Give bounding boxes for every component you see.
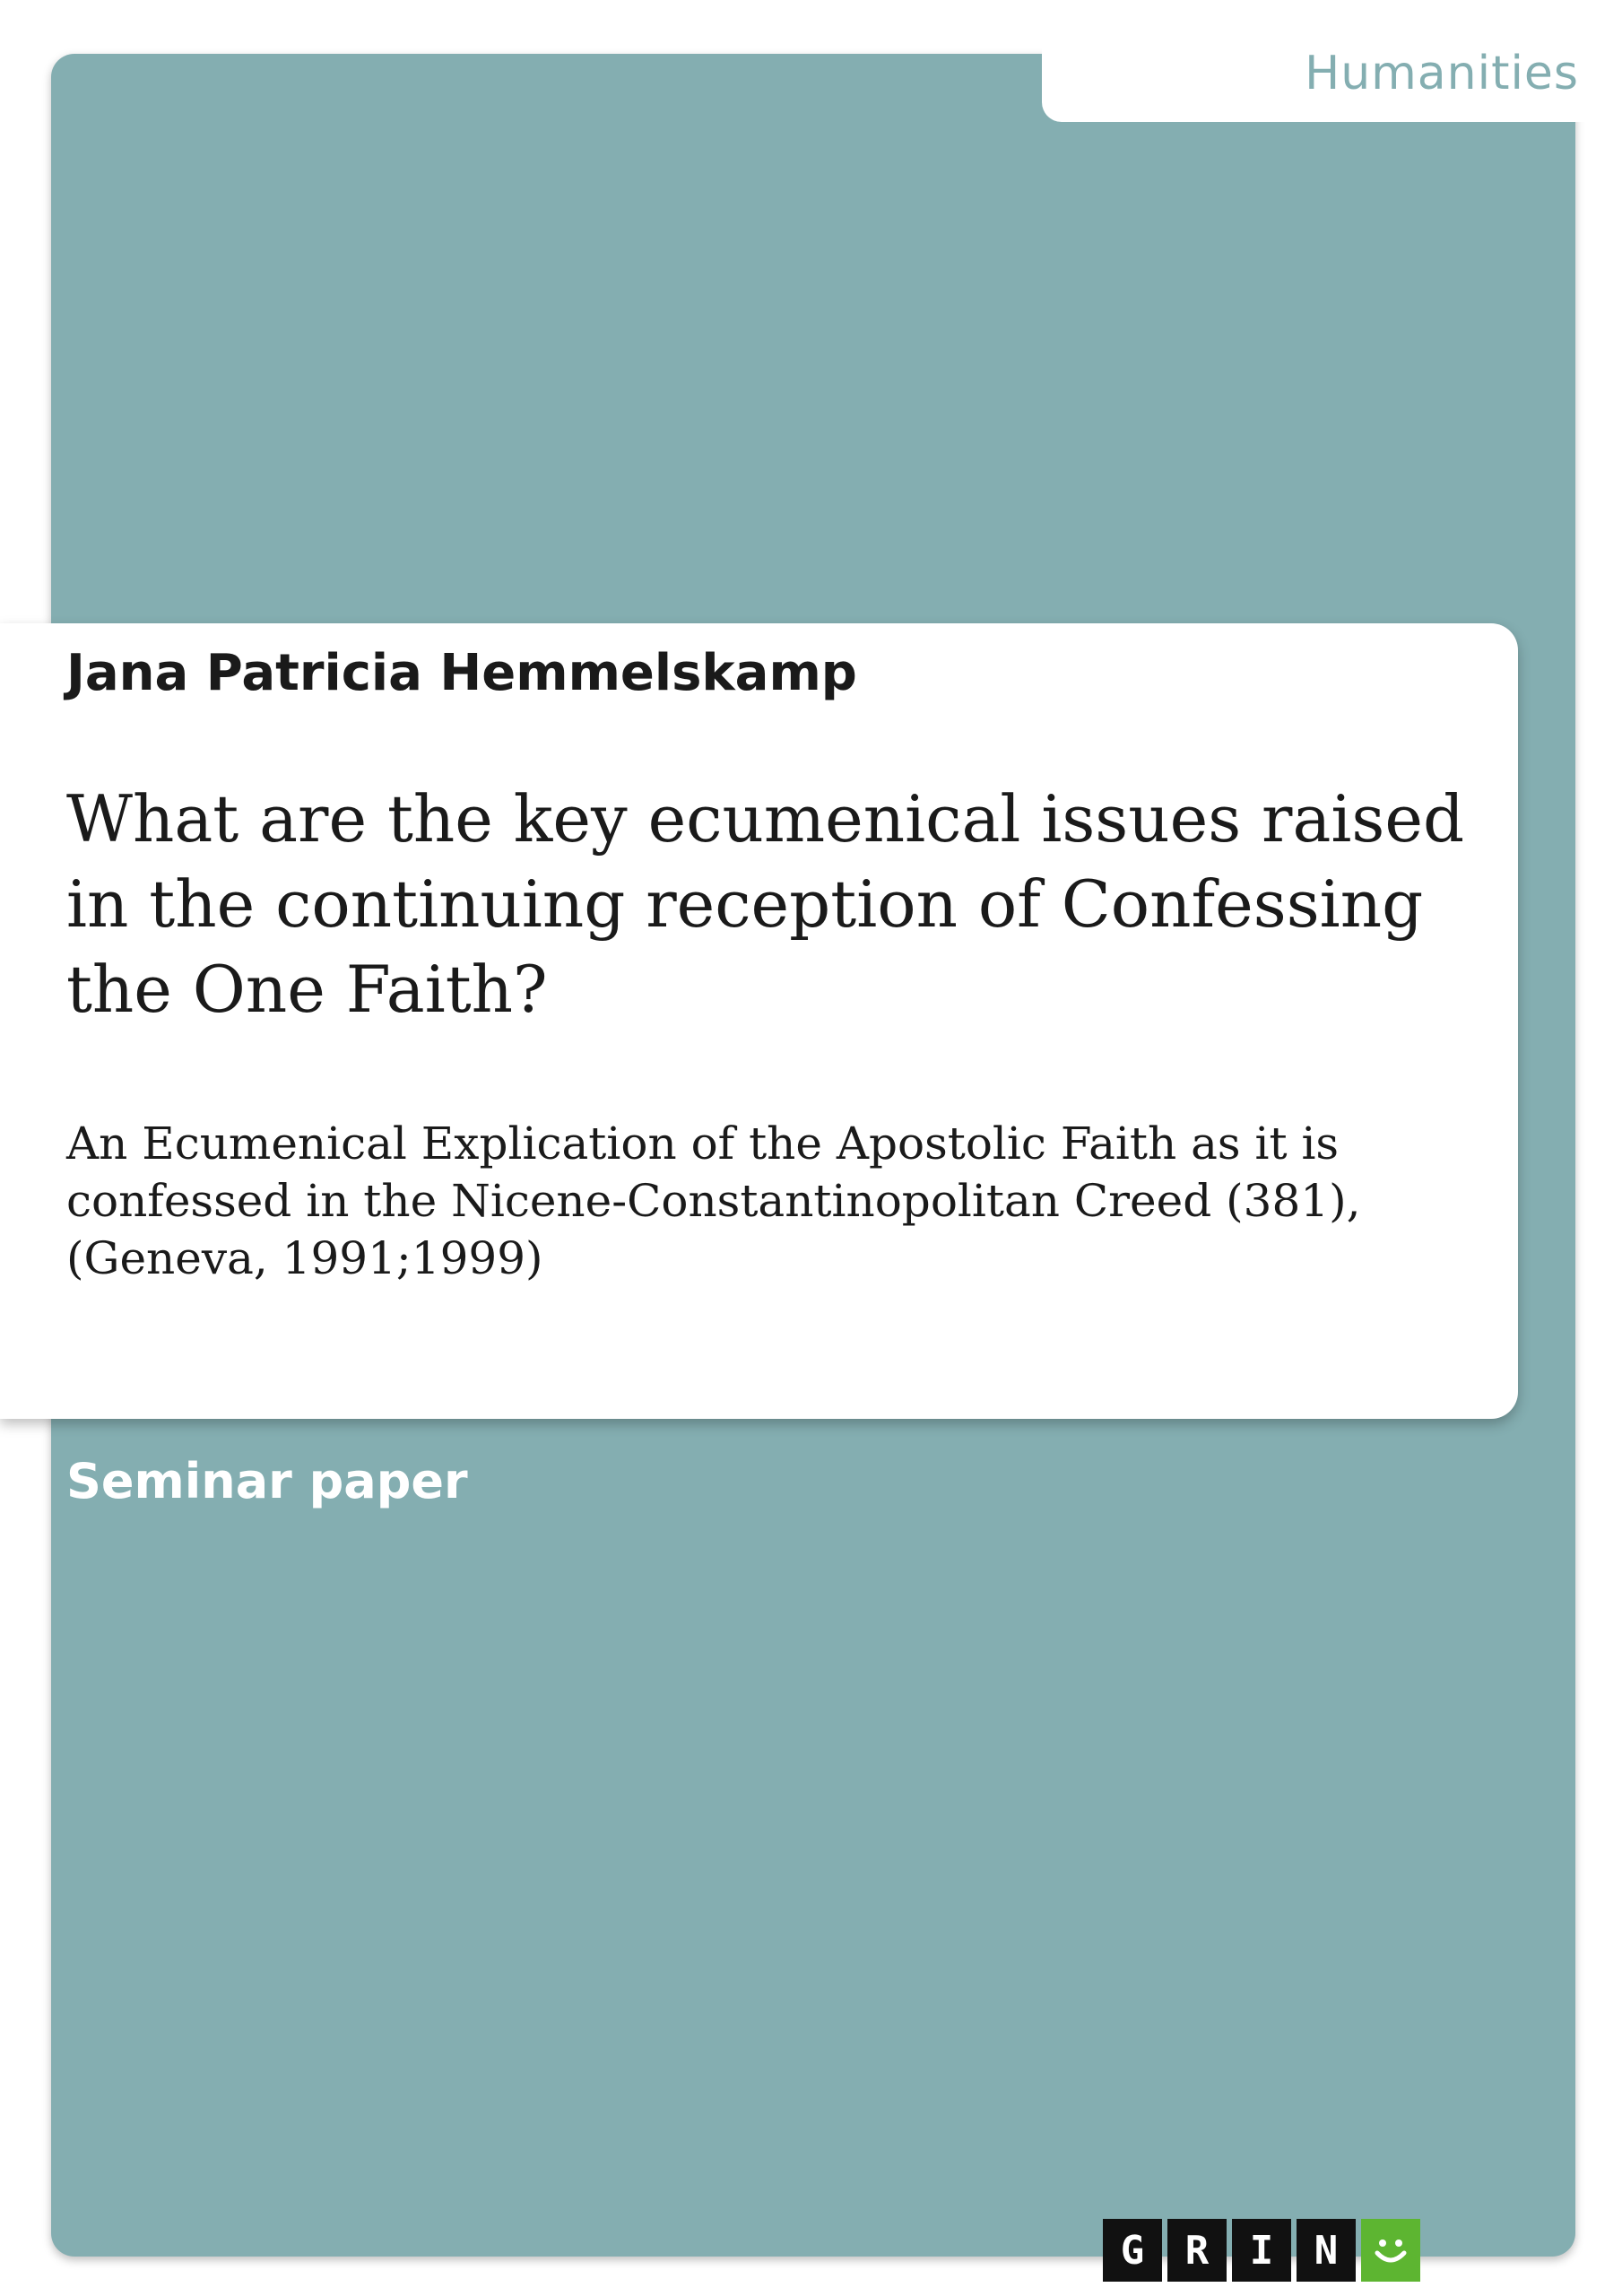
logo-letter-i: I [1232,2219,1291,2282]
category-label: Humanities [1305,47,1579,100]
smiley-icon [1361,2219,1420,2282]
logo-letter-r: R [1167,2219,1227,2282]
book-subtitle: An Ecumenical Explication of the Apostolic Faith as it is confessed in the Nicene-Constantinopolitan Creed (381), (Geneva, 1991;1999) [66,1118,1361,1284]
logo-letter-n: N [1297,2219,1356,2282]
document-type: Seminar paper [66,1453,468,1509]
logo-letter-g: G [1103,2219,1162,2282]
author-name: Jana Patricia Hemmelskamp [66,644,857,702]
book-title: What are the key ecumenical issues raised in the continuing reception of Confessing the One Faith? [66,781,1465,1027]
grin-logo [1103,2219,1420,2282]
